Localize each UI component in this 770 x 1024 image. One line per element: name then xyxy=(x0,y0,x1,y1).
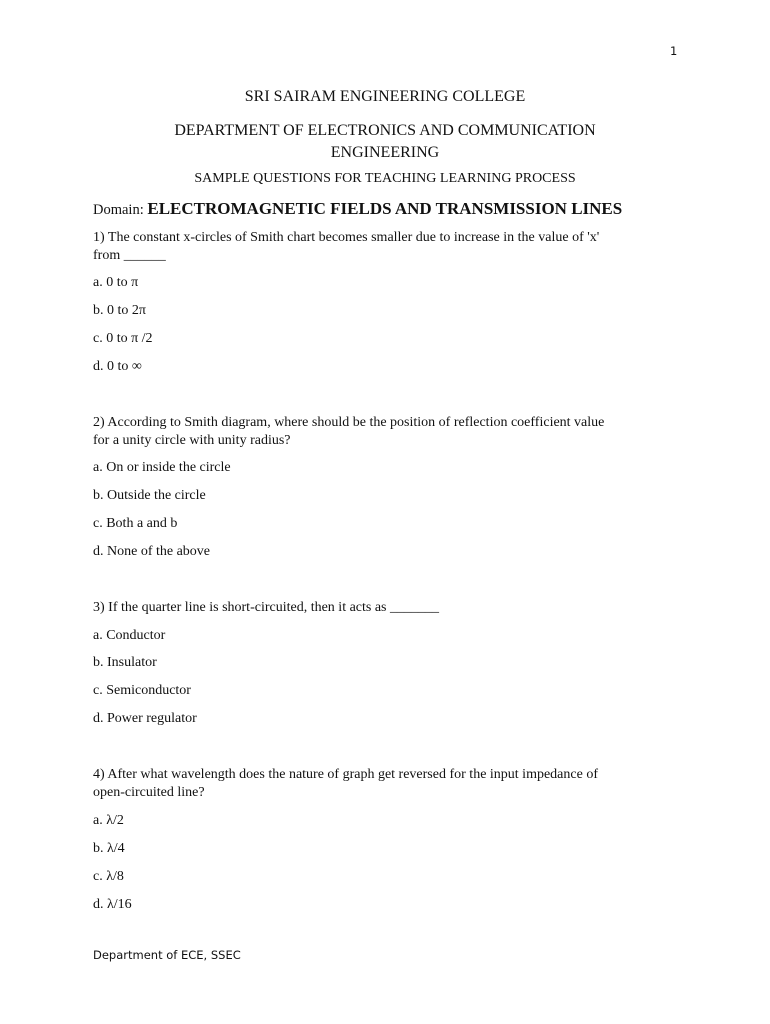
question-4-option-c: c. λ/8 xyxy=(93,869,124,884)
question-2-option-b: b. Outside the circle xyxy=(93,488,206,503)
document-subtitle: SAMPLE QUESTIONS FOR TEACHING LEARNING PROCESS xyxy=(194,171,576,186)
question-1-option-b: b. 0 to 2π xyxy=(93,303,146,318)
question-3-option-b: b. Insulator xyxy=(93,655,157,670)
college-name: SRI SAIRAM ENGINEERING COLLEGE xyxy=(244,88,526,105)
page-footer: Department of ECE, SSEC xyxy=(93,948,241,962)
question-1-option-a: a. 0 to π xyxy=(93,275,139,290)
question-2-text xyxy=(93,414,683,450)
domain-value: ELECTROMAGNETIC FIELDS AND TRANSMISSION LINES xyxy=(147,199,623,218)
question-2-option-d: d. None of the above xyxy=(93,544,211,559)
question-4-option-d: d. λ/16 xyxy=(93,897,132,912)
question-1-text xyxy=(93,229,683,265)
question-1-line-2: from ______ xyxy=(93,248,166,263)
question-3-option-a: a. Conductor xyxy=(93,628,166,643)
question-2-line-1: 2) According to Smith diagram, where should be the position of reflection coefficient value xyxy=(93,415,605,430)
question-4-line-1: 4) After what wavelength does the nature of graph get reversed for the input impedance of xyxy=(93,767,598,782)
domain-label: Domain: xyxy=(93,202,144,218)
page-number: 1 xyxy=(670,44,678,58)
department-line-2: ENGINEERING xyxy=(330,144,440,161)
question-1-option-c: c. 0 to π /2 xyxy=(93,331,153,346)
question-1-line-1: 1) The constant x-circles of Smith chart becomes smaller due to increase in the value of 'x' xyxy=(93,230,600,245)
domain-line xyxy=(93,199,622,219)
question-3-line-1: 3) If the quarter line is short-circuited, then it acts as _______ xyxy=(93,600,440,615)
question-4-text xyxy=(93,766,683,802)
question-1-option-d: d. 0 to ∞ xyxy=(93,359,142,374)
question-2-line-2: for a unity circle with unity radius? xyxy=(93,433,291,448)
question-4-option-a: a. λ/2 xyxy=(93,813,124,828)
department-name xyxy=(0,120,770,164)
question-4-option-b: b. λ/4 xyxy=(93,841,125,856)
department-line-1: DEPARTMENT OF ELECTRONICS AND COMMUNICATION xyxy=(174,122,596,139)
question-2-option-a: a. On or inside the circle xyxy=(93,460,231,475)
question-2-option-c: c. Both a and b xyxy=(93,516,178,531)
question-4-line-2: open-circuited line? xyxy=(93,785,205,800)
question-3-option-d: d. Power regulator xyxy=(93,711,197,726)
question-3-text xyxy=(93,599,683,617)
question-3-option-c: c. Semiconductor xyxy=(93,683,191,698)
